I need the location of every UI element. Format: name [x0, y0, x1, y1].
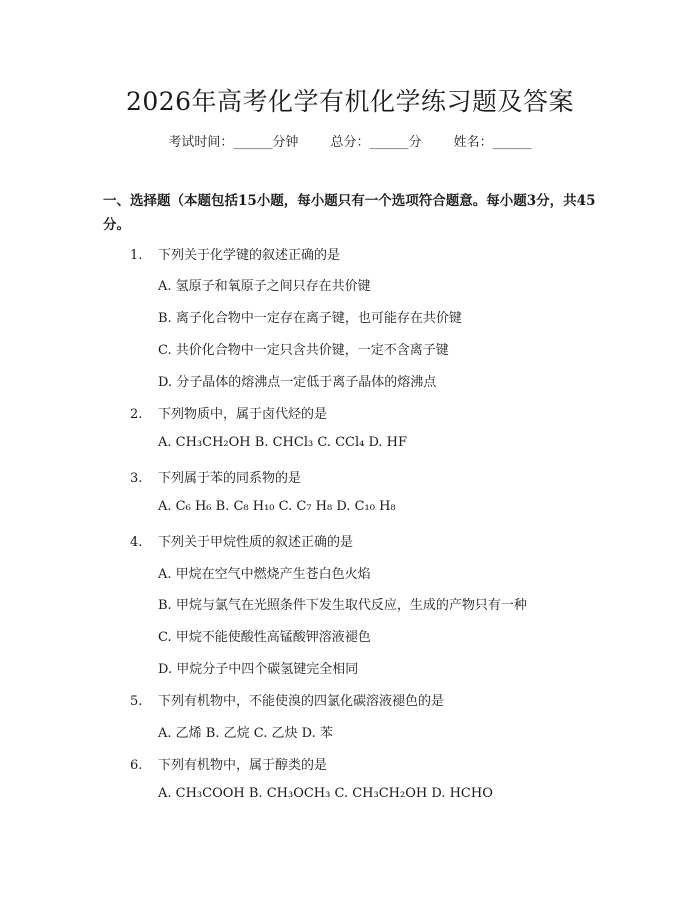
- question-text: 下列有机物中，不能使溴的四氯化碳溶液褪色的是: [158, 694, 445, 709]
- option: A. 甲烷在空气中燃烧产生苍白色火焰: [158, 567, 371, 582]
- option: A. CH₃CH₂OH B. CHCl₃ C. CCl₄ D. HF: [158, 435, 408, 450]
- student-name-field: 姓名：______: [453, 135, 532, 150]
- question-number: 1.: [130, 248, 143, 263]
- option: B. 离子化合物中一定存在离子键，也可能存在共价键: [158, 311, 462, 326]
- question-text: 下列属于苯的同系物的是: [158, 471, 302, 486]
- option: D. 甲烷分子中四个碳氢键完全相同: [158, 662, 359, 677]
- question-text: 下列关于化学键的叙述正确的是: [158, 248, 341, 263]
- question-number: 6.: [130, 758, 143, 773]
- exam-info-line: [0, 131, 700, 150]
- option: C. 共价化合物中一定只含共价键，一定不含离子键: [158, 343, 449, 358]
- option: A. C₆ H₆ B. C₈ H₁₀ C. C₇ H₈ D. C₁₀ H₈: [158, 499, 396, 514]
- question-text: 下列关于甲烷性质的叙述正确的是: [158, 535, 354, 550]
- option: B. 甲烷与氯气在光照条件下发生取代反应，生成的产物只有一种: [158, 598, 527, 613]
- exam-time-field: 考试时间：______分钟: [168, 135, 299, 150]
- question-number: 5.: [130, 694, 143, 709]
- page-title: 2026年高考化学有机化学练习题及答案: [125, 87, 575, 116]
- total-score-field: 总分：______分: [330, 135, 422, 150]
- option: C. 甲烷不能使酸性高锰酸钾溶液褪色: [158, 630, 371, 645]
- question-3: [130, 467, 301, 486]
- question-5: [130, 690, 444, 709]
- question-4: [130, 531, 353, 550]
- question-2: [130, 403, 327, 422]
- question-6: [130, 754, 327, 773]
- section-heading: 一、选择题（本题包括15小题，每小题只有一个选项符合题意。每小题3分，共45分。: [103, 193, 596, 233]
- question-number: 3.: [130, 471, 143, 486]
- question-text: 下列物质中，属于卤代烃的是: [158, 407, 328, 422]
- option: A. CH₃COOH B. CH₃OCH₃ C. CH₃CH₂OH D. HCHO: [158, 786, 493, 801]
- option: A. 氢原子和氧原子之间只存在共价键: [158, 279, 371, 294]
- question-number: 2.: [130, 407, 143, 422]
- question-number: 4.: [130, 535, 143, 550]
- question-text: 下列有机物中，属于醇类的是: [158, 758, 328, 773]
- option: D. 分子晶体的熔沸点一定低于离子晶体的熔沸点: [158, 375, 437, 390]
- option: A. 乙烯 B. 乙烷 C. 乙炔 D. 苯: [158, 726, 333, 741]
- question-1: [130, 244, 340, 263]
